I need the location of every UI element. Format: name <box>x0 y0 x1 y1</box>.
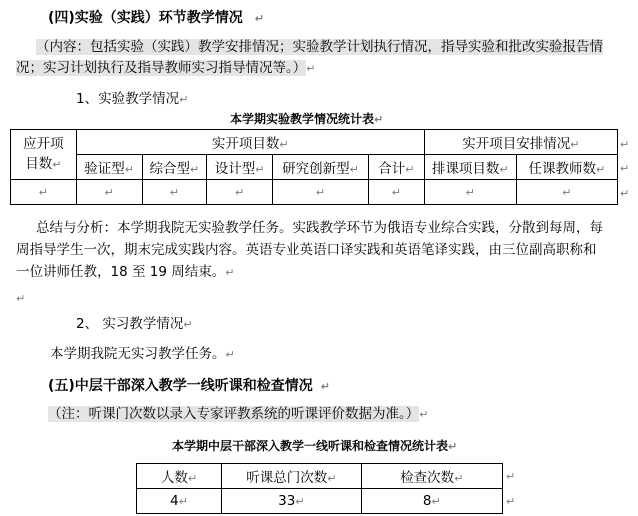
experiment-stats-table <box>10 129 618 205</box>
value-inspection-count: 8↵ <box>361 489 502 514</box>
table-cell: ↵ <box>76 180 142 205</box>
row-end-mark: ↵ <box>620 138 630 151</box>
leader-table-title: 本学期中层干部深入教学一线听课和检查情况统计表↵ <box>172 439 458 453</box>
table-cell: ↵ <box>424 180 516 205</box>
section-5-note: （注：听课门次数以录入专家评教系统的听课评价数据为准。）↵ <box>48 406 429 422</box>
header-actual-items: 实开项目数↵ <box>76 130 424 155</box>
summary-line2: 周指导学生一次，期末完成实践内容。英语专业英语口译实践和英语笔译实践，由三位副高职称和 <box>16 242 597 258</box>
table-cell: ↵ <box>11 180 77 205</box>
row-end-mark: ↵ <box>506 470 516 483</box>
row-end-mark: ↵ <box>506 495 516 508</box>
header-teachers: 任课教师数↵ <box>516 155 617 180</box>
table-cell: ↵ <box>369 180 425 205</box>
summary-line3: 一位讲师任教，18 至 19 周结束。↵ <box>16 264 235 280</box>
row-end-mark: ↵ <box>620 187 630 200</box>
header-comprehensive: 综合型↵ <box>142 155 207 180</box>
table-cell: ↵ <box>142 180 207 205</box>
table-cell: ↵ <box>207 180 273 205</box>
section-4-heading: (四)实验（实践）环节教学情况 ↵ <box>48 10 265 26</box>
empty-line: ↵ <box>16 292 26 305</box>
table-cell: ↵ <box>516 180 617 205</box>
section-4-note-line2: 况；实习计划执行及指导教师实习指导情况等。）↵ <box>16 60 316 76</box>
summary-line1: 总结与分析：本学期我院无实验教学任务。实践教学环节为俄语专业综合实践，分散到每周，每 <box>36 220 603 236</box>
row-end-mark: ↵ <box>620 162 630 175</box>
header-total: 合计↵ <box>369 155 425 180</box>
internship-text: 本学期我院无实习教学任务。↵ <box>50 346 235 362</box>
experiment-table-title: 本学期实验教学情况统计表↵ <box>230 112 384 126</box>
subsection-internship-heading: 2、 实习教学情况↵ <box>76 316 193 332</box>
value-people: 4↵ <box>137 489 222 514</box>
header-scheduled: 排课项目数↵ <box>424 155 516 180</box>
header-open-items: 应开项 目数↵ <box>11 130 77 180</box>
section-4-note-line1: （内容：包括实验（实践）教学安排情况；实验教学计划执行情况，指导实验和批改实验报告情 <box>36 39 603 55</box>
section-5-heading: (五)中层干部深入教学一线听课和检查情况 ↵ <box>48 378 331 394</box>
table-cell: ↵ <box>272 180 368 205</box>
header-inspection-count: 检查次数↵ <box>361 464 502 489</box>
header-design: 设计型↵ <box>207 155 273 180</box>
header-arrangement: 实开项目安排情况↵ <box>424 130 617 155</box>
subsection-experiment-heading: 1、实验教学情况↵ <box>76 91 189 107</box>
value-lecture-count: 33↵ <box>222 489 362 514</box>
header-people: 人数↵ <box>137 464 222 489</box>
leader-stats-table <box>136 463 503 514</box>
header-research: 研究创新型↵ <box>272 155 368 180</box>
header-verification: 验证型↵ <box>76 155 142 180</box>
header-lecture-count: 听课总门次数↵ <box>222 464 362 489</box>
